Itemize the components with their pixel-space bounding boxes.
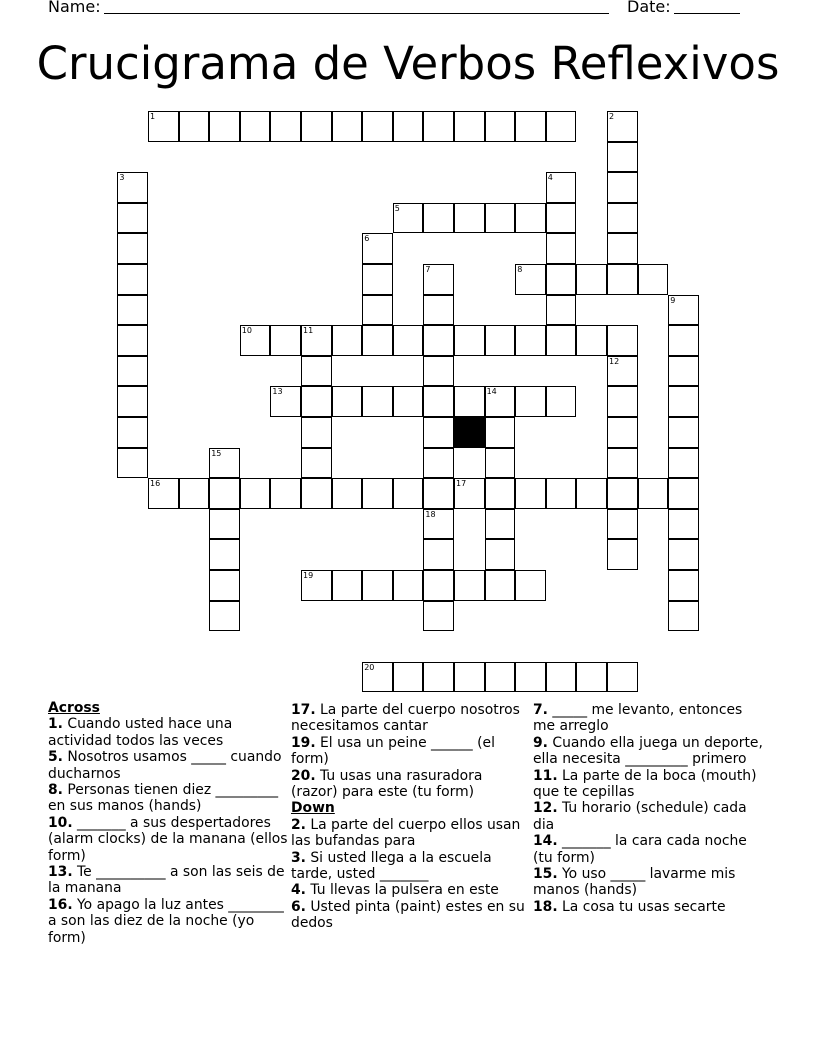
grid-cell[interactable] — [332, 111, 363, 142]
grid-cell[interactable] — [117, 386, 148, 417]
clue-text: El usa un peine ______ (el form) — [291, 734, 495, 768]
cell-number: 4 — [547, 173, 553, 183]
clue-text: Yo apago la luz antes ________ a son las diez de la noche (yo form) — [48, 896, 284, 946]
grid-cell[interactable] — [179, 478, 210, 509]
grid-cell[interactable] — [607, 478, 638, 509]
grid-cell[interactable] — [301, 386, 332, 417]
grid-cell[interactable] — [546, 295, 577, 326]
grid-cell[interactable] — [117, 203, 148, 234]
grid-cell[interactable] — [546, 264, 577, 295]
clue-number: 11. — [533, 767, 558, 784]
grid-cell[interactable] — [209, 601, 240, 632]
grid-cell[interactable] — [393, 386, 424, 417]
clue — [533, 899, 768, 915]
grid-cell[interactable] — [362, 478, 393, 509]
grid-cell[interactable] — [485, 448, 516, 479]
grid-cell[interactable] — [515, 203, 546, 234]
grid-cell[interactable] — [668, 417, 699, 448]
grid-cell[interactable] — [301, 570, 332, 601]
grid-cell[interactable] — [485, 570, 516, 601]
clue — [291, 735, 526, 768]
cell-number: 5 — [394, 203, 400, 213]
grid-cell[interactable] — [209, 539, 240, 570]
clue-text: La cosa tu usas secarte — [557, 898, 726, 915]
clue-text: Nosotros usamos _____ cuando ducharnos — [48, 749, 282, 782]
grid-cell[interactable] — [668, 325, 699, 356]
page-title: Crucigrama de Verbos Reflexivos — [36, 37, 780, 90]
clue-text: La parte del cuerpo ellos usan las bufandas para — [291, 816, 521, 850]
clue-number: 1. — [48, 716, 63, 733]
grid-cell[interactable] — [454, 203, 485, 234]
cell-number: 7 — [425, 265, 431, 274]
grid-cell[interactable] — [332, 478, 363, 509]
grid-cell[interactable] — [423, 203, 454, 234]
clue-text: _______ la cara cada noche (tu form) — [533, 833, 747, 866]
grid-cell[interactable] — [423, 417, 454, 448]
grid-cell[interactable] — [209, 570, 240, 601]
grid-cell[interactable] — [393, 111, 424, 142]
grid-cell[interactable] — [362, 295, 393, 326]
grid-cell[interactable] — [485, 325, 516, 356]
grid-cell[interactable] — [423, 570, 454, 601]
cell-number: 13 — [272, 387, 283, 397]
clue-text: Te __________ a son las seis de la manana — [48, 864, 285, 897]
cell-number: 2 — [609, 112, 615, 121]
grid-cell[interactable] — [423, 539, 454, 570]
grid-cell[interactable] — [393, 203, 424, 234]
cell-number: 12 — [609, 356, 620, 366]
clue-text: Si usted llega a la escuela tarde, usted _______ — [291, 849, 492, 883]
clue-number: 5. — [48, 749, 63, 766]
clue — [48, 716, 288, 749]
grid-cell[interactable] — [423, 325, 454, 356]
grid-cell[interactable] — [546, 386, 577, 417]
grid-cell[interactable] — [301, 478, 332, 509]
cell-number: 8 — [517, 265, 523, 274]
grid-cell[interactable] — [607, 386, 638, 417]
grid-cell[interactable] — [668, 478, 699, 509]
clue — [533, 833, 768, 866]
grid-cell[interactable] — [485, 478, 516, 509]
grid-cell[interactable] — [240, 478, 271, 509]
grid-cell[interactable] — [423, 356, 454, 387]
grid-cell[interactable] — [393, 478, 424, 509]
grid-cell[interactable] — [485, 386, 516, 417]
grid-cell[interactable] — [362, 662, 393, 693]
grid-cell[interactable] — [240, 325, 271, 356]
clue-number: 8. — [48, 782, 63, 799]
clue-number: 17. — [291, 702, 316, 718]
grid-cell[interactable] — [332, 386, 363, 417]
grid-cell[interactable] — [423, 264, 454, 295]
grid-cell[interactable] — [240, 111, 271, 142]
grid-cell[interactable] — [209, 448, 240, 479]
grid-cell[interactable] — [607, 203, 638, 234]
grid-cell[interactable] — [301, 448, 332, 479]
grid-cell[interactable] — [209, 111, 240, 142]
grid-cell[interactable] — [332, 570, 363, 601]
clue — [48, 897, 288, 946]
clue-column-2 — [291, 702, 526, 932]
grid-cell[interactable] — [485, 111, 516, 142]
clue — [48, 864, 288, 897]
grid-cell[interactable] — [423, 601, 454, 632]
clue-number: 19. — [291, 734, 316, 751]
grid-cell[interactable] — [546, 325, 577, 356]
clue-text: Tu llevas la pulsera en este — [305, 882, 499, 899]
clue-number: 12. — [533, 800, 558, 817]
grid-cell[interactable] — [576, 478, 607, 509]
grid-cell[interactable] — [668, 601, 699, 632]
grid-cell[interactable] — [117, 295, 148, 326]
grid-cell[interactable] — [454, 386, 485, 417]
grid-cell[interactable] — [423, 295, 454, 326]
grid-cell[interactable] — [668, 570, 699, 601]
grid-cell[interactable] — [117, 417, 148, 448]
grid-cell[interactable] — [423, 111, 454, 142]
clue-number: 6. — [291, 898, 306, 915]
clue-column-3 — [533, 702, 768, 915]
cell-number: 10 — [241, 326, 252, 336]
grid-cell[interactable] — [423, 478, 454, 509]
grid-cell[interactable] — [607, 111, 638, 142]
clue-number: 7. — [533, 702, 548, 718]
grid-cell[interactable] — [607, 233, 638, 264]
clue-text: Usted pinta (paint) estes en su dedos — [291, 898, 525, 932]
grid-cell[interactable] — [668, 356, 699, 387]
clue-text: Yo uso _____ lavarme mis manos (hands) — [533, 866, 736, 899]
cell-number: 3 — [119, 173, 125, 183]
date-label: Date: — [627, 0, 671, 16]
clue-text: _______ a sus despertadores (alarm clocks) de la manana (ellos form) — [48, 814, 288, 864]
grid-cell[interactable] — [607, 417, 638, 448]
grid-cell[interactable] — [607, 142, 638, 173]
clue — [533, 800, 768, 833]
grid-cell[interactable] — [209, 478, 240, 509]
grid-cell[interactable] — [362, 233, 393, 264]
grid-cell[interactable] — [546, 233, 577, 264]
grid-cell[interactable] — [270, 111, 301, 142]
clue-text: Cuando usted hace una actividad todos las veces — [48, 716, 233, 749]
clue-text: Personas tienen diez _________ en sus manos (hands) — [48, 782, 279, 815]
cell-number: 14 — [486, 387, 497, 397]
grid-cell[interactable] — [607, 662, 638, 693]
grid-cell[interactable] — [362, 264, 393, 295]
grid-cell[interactable] — [117, 233, 148, 264]
grid-cell[interactable] — [423, 662, 454, 693]
black-cell — [454, 417, 485, 448]
grid-cell[interactable] — [117, 264, 148, 295]
grid-cell[interactable] — [393, 325, 424, 356]
grid-cell[interactable] — [515, 570, 546, 601]
clue-number: 18. — [533, 898, 558, 915]
grid-cell[interactable] — [607, 264, 638, 295]
grid-cell[interactable] — [668, 295, 699, 326]
cell-number: 20 — [364, 662, 375, 672]
grid-cell[interactable] — [117, 172, 148, 203]
grid-cell[interactable] — [301, 417, 332, 448]
grid-cell[interactable] — [148, 478, 179, 509]
grid-cell[interactable] — [393, 662, 424, 693]
clue — [48, 815, 288, 864]
grid-cell[interactable] — [393, 570, 424, 601]
grid-cell[interactable] — [301, 325, 332, 356]
cell-number: 6 — [364, 234, 370, 244]
clue-number: 15. — [533, 866, 558, 883]
grid-cell[interactable] — [546, 111, 577, 142]
grid-cell[interactable] — [209, 509, 240, 540]
grid-cell[interactable] — [668, 386, 699, 417]
grid-cell[interactable] — [607, 539, 638, 570]
grid-cell[interactable] — [607, 509, 638, 540]
grid-cell[interactable] — [117, 448, 148, 479]
clue — [48, 782, 288, 815]
clue-text: La parte del cuerpo nosotros necesitamos cantar — [291, 702, 520, 735]
grid-cell[interactable] — [270, 478, 301, 509]
grid-cell[interactable] — [546, 203, 577, 234]
grid-cell[interactable] — [179, 111, 210, 142]
clue-number: 20. — [291, 767, 316, 784]
grid-cell[interactable] — [301, 111, 332, 142]
clue-number: 10. — [48, 814, 73, 831]
grid-cell[interactable] — [423, 448, 454, 479]
grid-cell[interactable] — [454, 478, 485, 509]
grid-cell[interactable] — [362, 111, 393, 142]
grid-cell[interactable] — [515, 478, 546, 509]
grid-cell[interactable] — [454, 111, 485, 142]
grid-cell[interactable] — [362, 325, 393, 356]
grid-cell[interactable] — [270, 386, 301, 417]
grid-cell[interactable] — [546, 478, 577, 509]
grid-cell[interactable] — [362, 386, 393, 417]
clue-text: Tu horario (schedule) cada dia — [533, 800, 747, 833]
across-heading: Across — [48, 700, 100, 716]
grid-cell[interactable] — [301, 356, 332, 387]
grid-cell[interactable] — [485, 539, 516, 570]
clue-text: La parte de la boca (mouth) que te cepillas — [533, 767, 757, 801]
grid-cell[interactable] — [546, 662, 577, 693]
cell-number: 15 — [211, 448, 222, 458]
grid-cell[interactable] — [332, 325, 363, 356]
clue — [291, 899, 526, 932]
grid-cell[interactable] — [270, 325, 301, 356]
grid-cell[interactable] — [668, 448, 699, 479]
grid-cell[interactable] — [485, 662, 516, 693]
grid-cell[interactable] — [515, 325, 546, 356]
grid-cell[interactable] — [546, 172, 577, 203]
name-label: Name: — [48, 0, 101, 16]
clue-number: 14. — [533, 833, 558, 850]
clue — [291, 768, 526, 801]
grid-cell[interactable] — [423, 386, 454, 417]
cell-number: 16 — [150, 479, 161, 489]
clue — [291, 817, 526, 850]
clue — [533, 768, 768, 801]
cell-number: 18 — [425, 509, 436, 519]
clue-number: 2. — [291, 816, 306, 833]
grid-cell[interactable] — [362, 570, 393, 601]
cell-number: 19 — [303, 571, 314, 580]
clue-number: 3. — [291, 849, 306, 866]
grid-cell[interactable] — [607, 325, 638, 356]
clue — [533, 702, 768, 735]
cell-number: 11 — [303, 326, 314, 336]
grid-cell[interactable] — [576, 264, 607, 295]
grid-cell[interactable] — [515, 662, 546, 693]
grid-cell[interactable] — [638, 264, 669, 295]
grid-cell[interactable] — [485, 203, 516, 234]
grid-cell[interactable] — [117, 356, 148, 387]
grid-cell[interactable] — [454, 570, 485, 601]
grid-cell[interactable] — [485, 417, 516, 448]
down-heading: Down — [291, 800, 335, 817]
clue-number: 16. — [48, 896, 73, 913]
clue — [291, 850, 526, 883]
cell-number: 1 — [150, 112, 156, 121]
grid-cell[interactable] — [607, 356, 638, 387]
clue-number: 4. — [291, 882, 306, 899]
grid-cell[interactable] — [576, 662, 607, 693]
cell-number: 17 — [456, 479, 467, 489]
clue — [291, 702, 526, 735]
grid-cell[interactable] — [117, 325, 148, 356]
grid-cell[interactable] — [515, 264, 546, 295]
cell-number: 9 — [670, 295, 676, 305]
clue — [48, 749, 288, 782]
grid-cell[interactable] — [454, 325, 485, 356]
clue-text: _____ me levanto, entonces me arreglo — [533, 702, 743, 735]
grid-cell[interactable] — [607, 172, 638, 203]
grid-cell[interactable] — [668, 539, 699, 570]
clue — [533, 735, 768, 768]
grid-cell[interactable] — [454, 662, 485, 693]
grid-cell[interactable] — [576, 325, 607, 356]
clue — [533, 866, 768, 899]
grid-cell[interactable] — [607, 448, 638, 479]
grid-cell[interactable] — [485, 509, 516, 540]
grid-cell[interactable] — [148, 111, 179, 142]
grid-cell[interactable] — [515, 111, 546, 142]
clue-number: 13. — [48, 864, 73, 881]
clue-column-1 — [48, 700, 288, 946]
clue-text: Tu usas una rasuradora (razor) para este (tu form) — [291, 767, 483, 801]
clue-number: 9. — [533, 734, 548, 751]
clue — [291, 882, 526, 898]
grid-cell[interactable] — [515, 386, 546, 417]
grid-cell[interactable] — [423, 509, 454, 540]
grid-cell[interactable] — [668, 509, 699, 540]
grid-cell[interactable] — [638, 478, 669, 509]
clue-text: Cuando ella juega un deporte, ella necesita _________ primero — [533, 734, 763, 768]
